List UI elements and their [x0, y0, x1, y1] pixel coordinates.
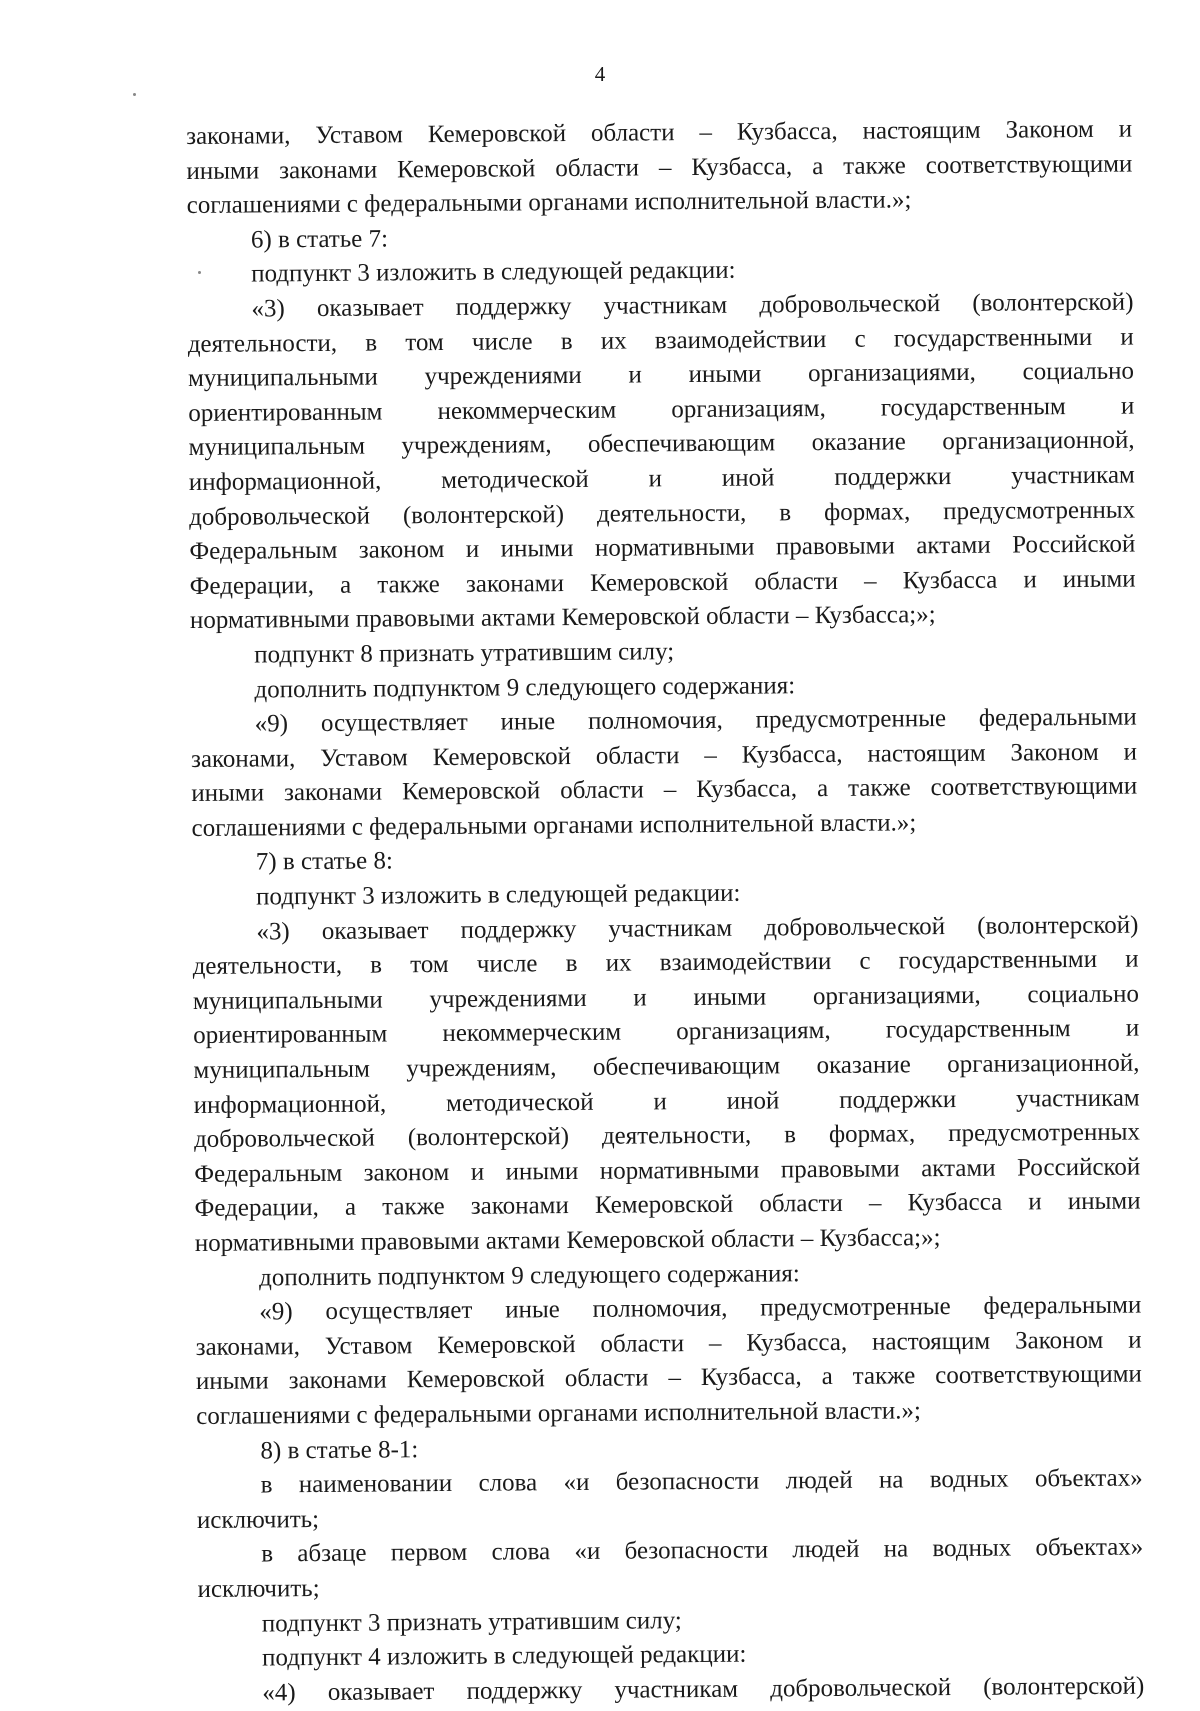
text-line: ориентированным некоммерческим организациям, государственным и	[188, 392, 1135, 427]
text-line: дополнить подпунктом 9 следующего содержания:	[258, 1259, 800, 1292]
text-line: соглашениями с федеральными органами исполнительной власти.»;	[196, 1397, 922, 1430]
text-line: информационной, методической и иной поддержки участникам	[193, 1084, 1140, 1119]
text-line: информационной, методической и иной поддержки участникам	[188, 461, 1135, 496]
text-line: деятельности, в том числе в их взаимодействии с государственными и	[192, 945, 1139, 981]
scan-speck	[198, 271, 201, 274]
text-line: подпункт 3 признать утратившим силу;	[261, 1606, 682, 1637]
text-line: иными законами Кемеровской области – Кузбасса, а также соответствующими	[186, 150, 1133, 185]
text-line: «3) оказывает поддержку участникам добровольческой (волонтерской)	[256, 911, 1139, 946]
text-line: «3) оказывает поддержку участникам добровольческой (волонтерской)	[251, 288, 1134, 323]
text-line: исключить;	[196, 1505, 320, 1534]
text-line: подпункт 3 изложить в следующей редакции:	[255, 879, 741, 911]
text-line: Федеральным законом и иными нормативными правовыми актами Российской	[189, 530, 1136, 566]
text-line: нормативными правовыми актами Кемеровской области – Кузбасса;»;	[189, 601, 936, 635]
text-line: в наименовании слова «и безопасности людей на водных объектах»	[260, 1464, 1143, 1499]
text-line: подпункт 8 признать утратившим силу;	[254, 638, 675, 669]
text-line: дополнить подпунктом 9 следующего содержания:	[254, 671, 796, 703]
text-line: муниципальным учреждениям, обеспечивающим оказание организационной,	[193, 1049, 1140, 1085]
page-number: 4	[594, 62, 606, 86]
text-line: Федерации, а также законами Кемеровской области – Кузбасса и иными	[194, 1187, 1141, 1223]
text-line: нормативными правовыми актами Кемеровской области – Кузбасса;»;	[194, 1224, 941, 1257]
text-line: иными законами Кемеровской области – Кузбасса, а также соответствующими	[191, 772, 1138, 808]
text-line: законами, Уставом Кемеровской области – Кузбасса, настоящим Законом и	[186, 115, 1133, 150]
document-body	[186, 113, 1144, 1711]
text-line: 8) в статье 8-1:	[260, 1435, 419, 1465]
text-line: Федеральным законом и иными нормативными правовыми актами Российской	[194, 1153, 1141, 1188]
text-line: Федерации, а также законами Кемеровской области – Кузбасса и иными	[189, 565, 1136, 600]
text-line: подпункт 4 изложить в следующей редакции:	[261, 1640, 747, 1672]
text-line: соглашениями с федеральными органами исполнительной власти.»;	[186, 186, 912, 220]
text-line: муниципальными учреждениями и иными организациями, социально	[187, 357, 1135, 393]
text-line: «4) оказывает поддержку участникам добровольческой (волонтерской)	[262, 1672, 1145, 1707]
text-line: исключить;	[197, 1574, 320, 1603]
text-line: законами, Уставом Кемеровской области – Кузбасса, настоящим Законом и	[195, 1326, 1142, 1361]
text-line: подпункт 3 изложить в следующей редакции:	[251, 257, 736, 288]
text-line: иными законами Кемеровской области – Кузбасса, а также соответствующими	[195, 1360, 1142, 1396]
text-line: деятельности, в том числе в их взаимодействии с государственными и	[187, 323, 1134, 358]
text-line: муниципальным учреждениям, обеспечивающим оказание организационной,	[188, 426, 1135, 462]
text-line: в абзаце первом слова «и безопасности людей на водных объектах»	[261, 1533, 1144, 1568]
text-line: 7) в статье 8:	[255, 847, 393, 876]
text-line: соглашениями с федеральными органами исполнительной власти.»;	[191, 809, 917, 842]
text-line: муниципальными учреждениями и иными организациями, социально	[192, 980, 1139, 1015]
text-line: добровольческой (волонтерской) деятельности, в формах, предусмотренных	[193, 1118, 1141, 1154]
text-line: ориентированным некоммерческим организациям, государственным и	[193, 1014, 1140, 1050]
text-line: «9) осуществляет иные полномочия, предусмотренные федеральными	[254, 703, 1137, 738]
text-line: «9) осуществляет иные полномочия, предусмотренные федеральными	[259, 1291, 1142, 1326]
text-line: 6) в статье 7:	[250, 225, 389, 254]
scan-speck	[133, 93, 136, 96]
text-line: законами, Уставом Кемеровской области – Кузбасса, настоящим Законом и	[190, 738, 1138, 773]
text-line: добровольческой (волонтерской) деятельности, в формах, предусмотренных	[189, 496, 1136, 531]
